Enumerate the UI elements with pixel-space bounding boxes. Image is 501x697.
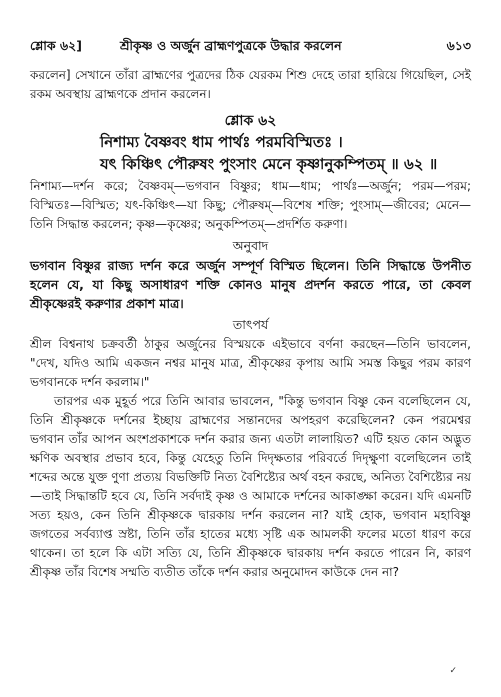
header-verse-ref: শ্লোক ৬২] — [30, 38, 82, 53]
header-chapter-title: শ্রীকৃষ্ণ ও অর্জুন ব্রাহ্মণপুত্রকে উদ্ধার করলেন — [120, 38, 342, 53]
synonyms-paragraph: নিশাম্য—দর্শন করে; বৈষ্ণবম্—ভগবান বিষ্ণুর; ধাম—ধাম; পার্থঃ—অর্জুন; পরম—পরম; বিস্মিতঃ—বিস্মিত; যৎ-কিঞ্চিৎ—যা কিছু; পৌরুষম্—বিশেষ শক্তি; পুংসাম্—জীবের; মেনে—তিনি সিদ্ধান্ত করলেন; কৃষ্ণ—কৃষ্ণের; অনুকম্পিতম্—প্রদর্শিত করুণা। — [30, 179, 471, 231]
verse-title: শ্লোক ৬২ — [224, 113, 277, 129]
page-header — [30, 38, 471, 56]
intro-paragraph: করলেন] সেখানে তাঁরা ব্রাহ্মণের পুত্রদের ঠিক যেরকম শিশু দেহে তারা হারিয়ে গিয়েছিল, সেই রকম অবস্থায় ব্রাহ্মণকে প্রদান করলেন। — [30, 68, 471, 101]
verse-line-1: নিশাম্য বৈষ্ণবং ধাম পার্থঃ পরমবিস্মিতঃ । — [100, 133, 343, 151]
purport-heading: তাৎপর্য — [232, 317, 269, 332]
page-body — [30, 66, 471, 582]
verse-line-2: যৎ কিঞ্চিৎ পৌরুষং পুংসাং মেনে কৃষ্ণানুকম্পিতম্ ॥ ৬২ ॥ — [100, 155, 438, 173]
purport-paragraph-1: শ্রীল বিশ্বনাথ চক্রবর্তী ঠাকুর অর্জুনের বিস্ময়কে এইভাবে বর্ণনা করছেন—তিনি ভাবলেন, "দেখ, যদিও আমি একজন নশ্বর মানুষ মাত্র, শ্রীকৃষ্ণের কৃপায় আমি সমস্ত কিছুর পরম কারণ ভগবানকে দর্শন করলাম।" — [30, 337, 471, 389]
verse-text — [30, 131, 471, 175]
footer-mark: ✓ — [449, 666, 457, 676]
translation-paragraph: ভগবান বিষ্ণুর রাজ্য দর্শন করে অর্জুন সম্পূর্ণ বিস্মিত ছিলেন। তিনি সিদ্ধান্তে উপনীত হলেন যে, যা কিছু অসাধারণ শক্তি কোনও মানুষ প্রদর্শন করতে পারে, তা কেবল শ্রীকৃষ্ণেরই করুণার প্রকাশ মাত্র। — [30, 258, 471, 311]
translation-heading: অনুবাদ — [232, 238, 269, 253]
purport-paragraph-2: তারপর এক মুহূর্ত পরে তিনি আবার ভাবলেন, "কিন্তু ভগবান বিষ্ণু কেন বলেছিলেন যে, তিনি শ্রীকৃষ্ণকে দর্শনের ইচ্ছায় ব্রাহ্মণের সন্তানদের অপহরণ করেছিলেন? কেন পরমেশ্বর ভগবান তাঁর আপন অংশপ্রকাশকে দর্শন করার জন্য এতটা লালায়িত? এটি হয়ত কোন অদ্ভুত ক্ষণিক অবস্থার প্রভাব হবে, কিন্তু যেহেতু তিনি দিদৃক্ষতার পরিবর্তে দিদৃক্ষুণা বলেছিলেন তাই শব্দের অন্তে যুক্ত ণুণা প্রত্যয় বিভক্তিটি নিত্য বৈশিষ্ট্যের অর্থ বহন করছে, অনিত্য বৈশিষ্ট্যের নয়—তাই সিদ্ধান্তটি হবে যে, তিনি সর্বদাই কৃষ্ণ ও আমাকে দর্শনের আকাঙ্ক্ষা করেন। যদি এমনটি সত্য হয়ও, কেন তিনি শ্রীকৃষ্ণকে দ্বারকায় দর্শন করলেন না? যাই হোক, ভগবান মহাবিষ্ণু জগতের সর্বব্যাপ্ত স্রষ্টা, তিনি তাঁর হাতের মধ্যে সৃষ্টি এক আমলকী ফলের মতো ধারণ করে থাকেন। তা হলে কি এটা সত্যি যে, তিনি শ্রীকৃষ্ণকে দ্বারকায় দর্শন করতে পারেন নি, কারণ শ্রীকৃষ্ণ তাঁর বিশেষ সম্মতি ব্যতীত তাঁকে দর্শন করার অনুমোদন কাউকে দেন না? — [30, 394, 471, 579]
page-number: ৬১৩ — [446, 38, 471, 53]
